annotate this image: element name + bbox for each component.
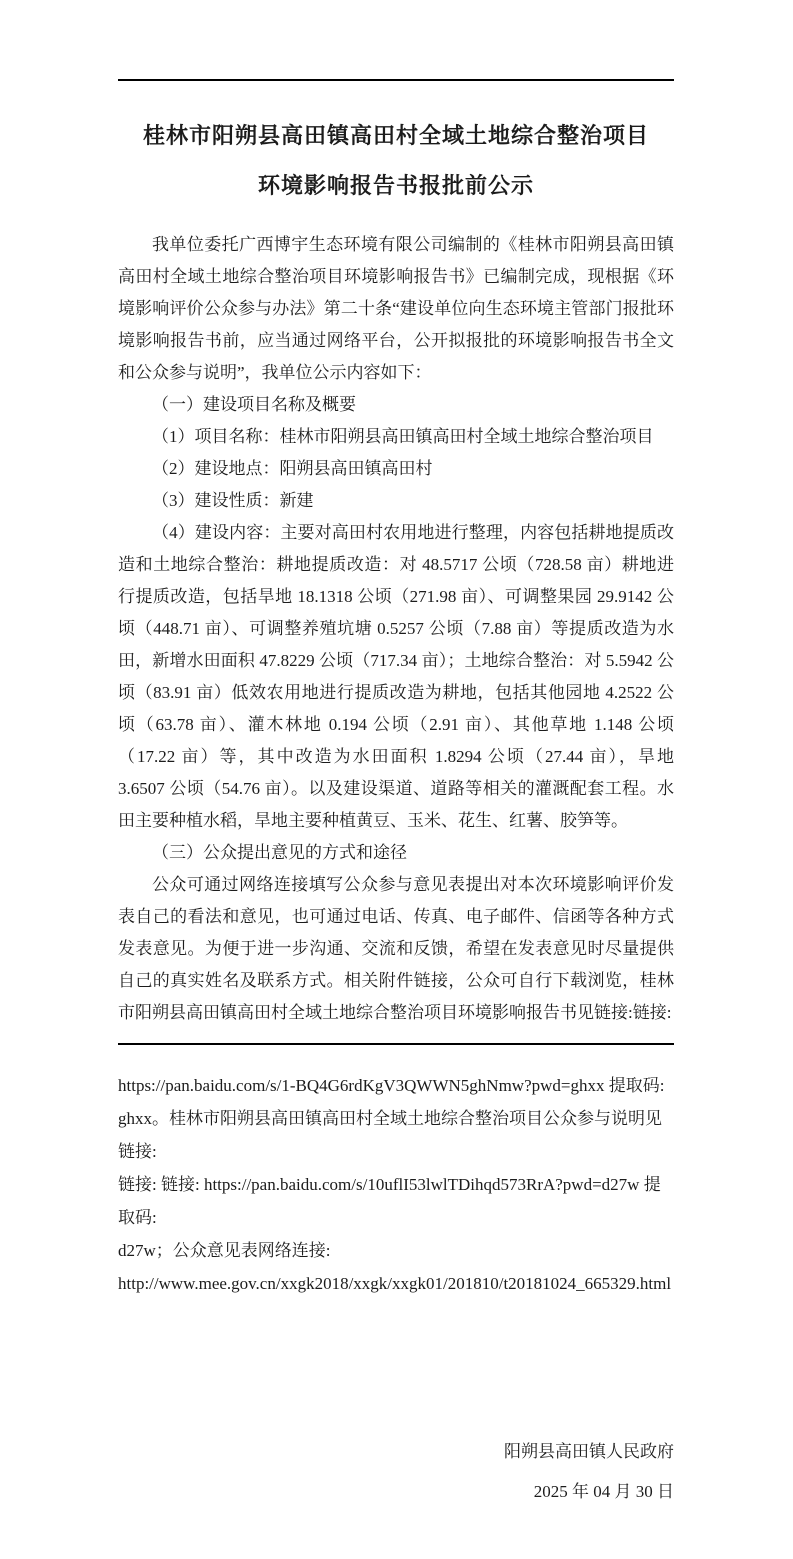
- attachment-links-section: [118, 1069, 674, 1300]
- title-line-2: 环境影响报告书报批前公示: [257, 173, 534, 198]
- section-heading-public-opinion: （三）公众提出意见的方式和途径: [152, 843, 407, 862]
- item-project-name: （1）项目名称：桂林市阳朔县高田镇高田村全域土地综合整治项目: [152, 427, 654, 446]
- signature-date: 2025 年 04 月 30 日: [533, 1482, 674, 1501]
- top-divider-rule: [118, 79, 674, 81]
- mee-gov-opinion-form-url[interactable]: http://www.mee.gov.cn/xxgk2018/xxgk/xxgk01/201810/t20181024_665329.html: [118, 1274, 672, 1293]
- report-baidu-pan-url[interactable]: https://pan.baidu.com/s/1-BQ4G6rdKgV3QWWN5ghNmw?pwd=ghxx 提取码:: [118, 1076, 665, 1095]
- paragraph-public-opinion-methods: 公众可通过网络连接填写公众参与意见表提出对本次环境影响评价发表自己的看法和意见，也可通过电话、传真、电子邮件、信函等各种方式发表意见。为便于进一步沟通、交流和反馈，希望在发表意见时尽量提供自己的真实姓名及联系方式。相关附件链接，公众可自行下载浏览，桂林市阳朔县高田镇高田村全域土地综合整治项目环境影响报告书见链接:链接:: [118, 875, 674, 1022]
- signature-block: [118, 1432, 674, 1512]
- item-project-nature: （3）建设性质：新建: [152, 491, 314, 510]
- item-project-location: （2）建设地点：阳朔县高田镇高田村: [152, 459, 433, 478]
- section-heading-project-overview: （一）建设项目名称及概要: [152, 395, 356, 414]
- title-line-1: 桂林市阳朔县高田镇高田村全域土地综合整治项目: [142, 123, 649, 148]
- opinion-form-link-label: d27w；公众意见表网络连接:: [118, 1241, 331, 1260]
- page-title: [118, 111, 674, 211]
- middle-divider-rule: [118, 1043, 674, 1045]
- notice-document-page: [0, 79, 793, 1559]
- document-body: [118, 229, 674, 1029]
- participation-baidu-pan-url[interactable]: 链接: 链接: https://pan.baidu.com/s/10uflI53lwlTDihqd573RrA?pwd=d27w 提取码:: [118, 1175, 661, 1227]
- item-project-content: （4）建设内容：主要对高田村农用地进行整理，内容包括耕地提质改造和土地综合整治：耕地提质改造：对 48.5717 公顷（728.58 亩）耕地进行提质改造，包括旱地 18.1318 公顷（271.98 亩）、可调整果园 29.9142 公顷（448.71 亩）、可调整养殖坑塘 0.5257 公顷（7.88 亩）等提质改造为水田，新增水田面积 47.8229 公顷（717.34 亩）；土地综合整治：对 5.5942 公顷（83.91 亩）低效农用地进行提质改造为耕地，包括其他园地 4.2522 公顷（63.78 亩）、灌木林地 0.194 公顷（2.91 亩）、其他草地 1.148 公顷（17.22 亩）等，其中改造为水田面积 1.8294 公顷（27.44 亩），旱地 3.6507 公顷（54.76 亩）。以及建设渠道、道路等相关的灌溉配套工程。水田主要种植水稻，旱地主要种植黄豆、玉米、花生、红薯、胶笋等。: [118, 523, 674, 830]
- paragraph-intro: 我单位委托广西博宇生态环境有限公司编制的《桂林市阳朔县高田镇高田村全域土地综合整治项目环境影响报告书》已编制完成，现根据《环境影响评价公众参与办法》第二十条“建设单位向生态环境主管部门报批环境影响报告书前，应当通过网络平台，公开拟报批的环境影响报告书全文和公众参与说明”，我单位公示内容如下：: [118, 235, 674, 382]
- report-extraction-code-text: ghxx。桂林市阳朔县高田镇高田村全域土地综合整治项目公众参与说明见链接:: [118, 1109, 662, 1161]
- signature-organization: 阳朔县高田镇人民政府: [504, 1442, 674, 1461]
